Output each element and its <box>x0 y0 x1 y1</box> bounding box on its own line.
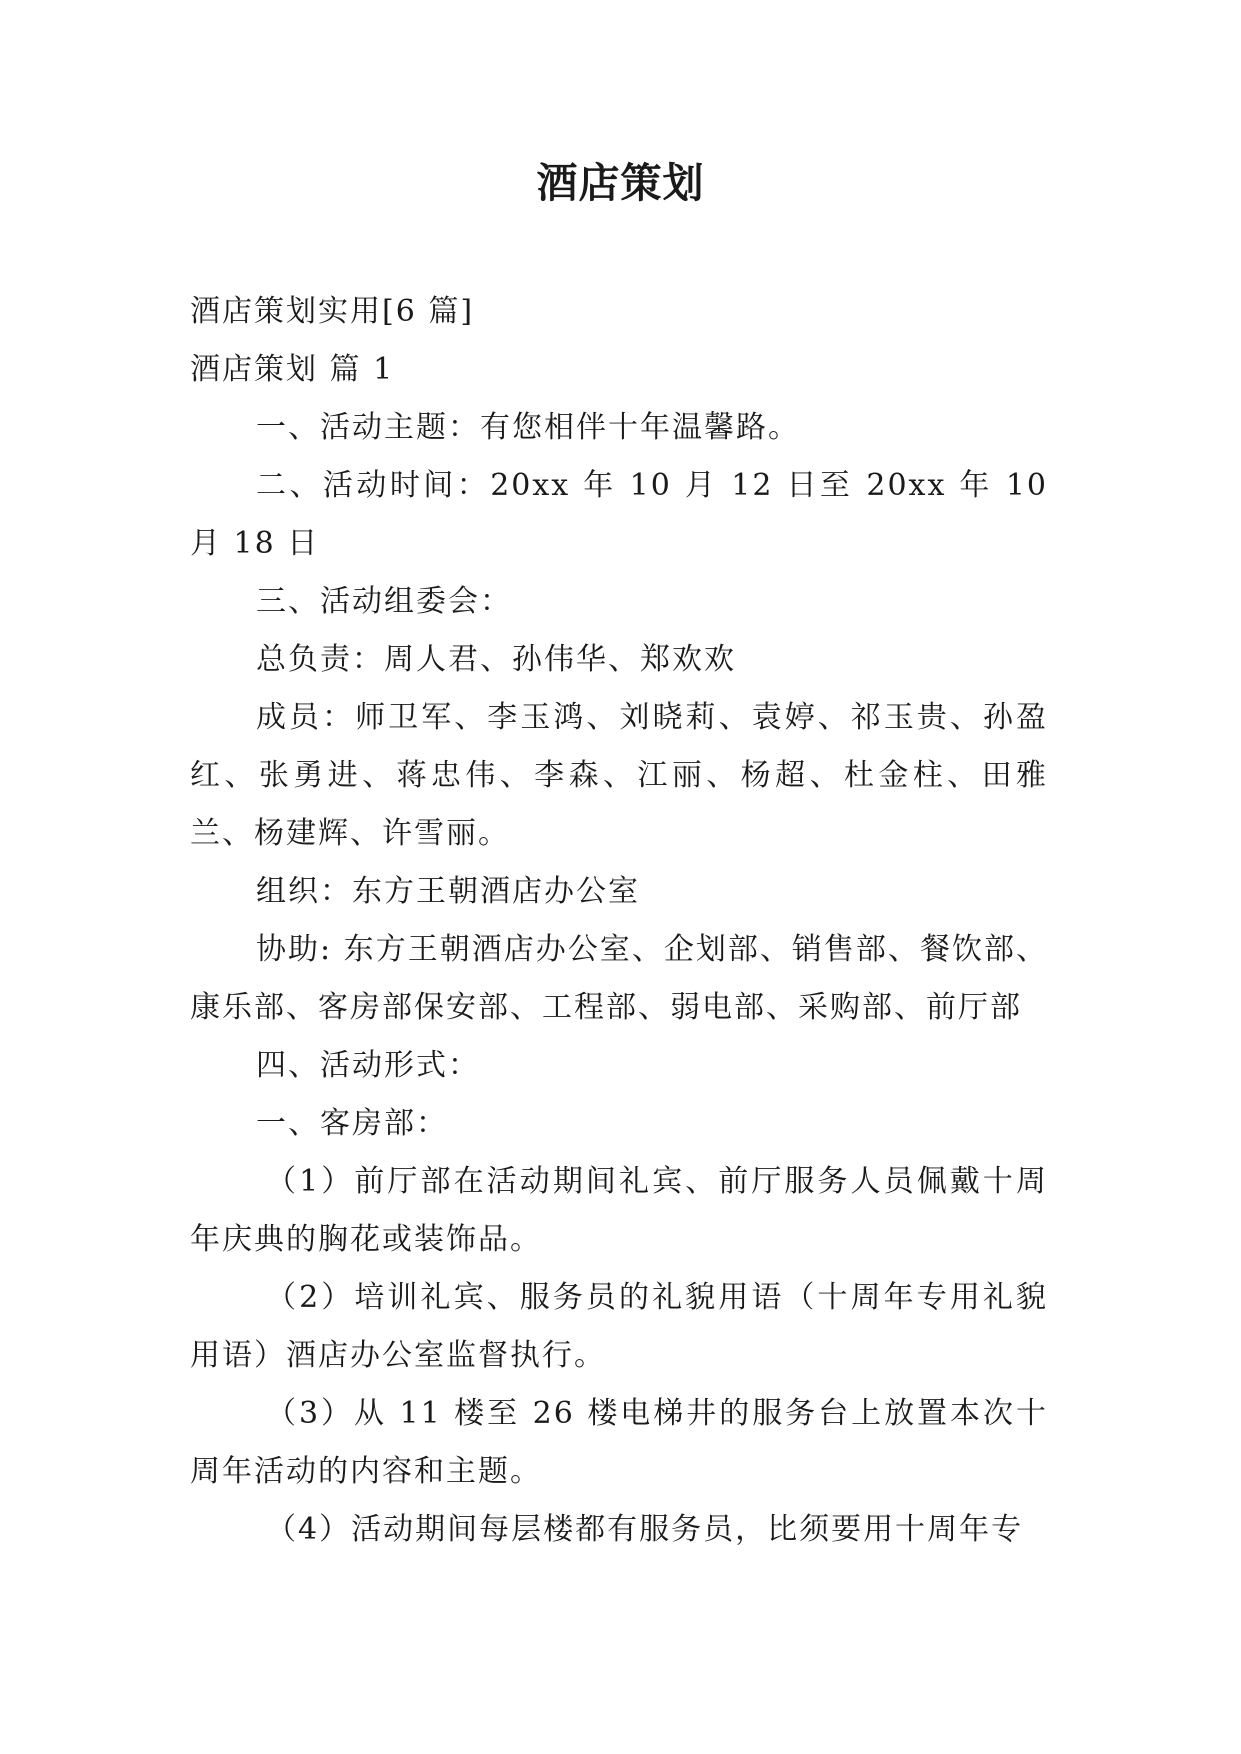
paragraph-leaders: 总负责：周人君、孙伟华、郑欢欢 <box>256 642 736 677</box>
list-item-3: （3）从 11 楼至 26 楼电梯井的服务台上放置本次十周年活动的内容和主题。 <box>190 1396 1048 1489</box>
paragraph-theme: 一、活动主题：有您相伴十年温馨路。 <box>256 410 800 445</box>
list-item-2: （2）培训礼宾、服务员的礼貌用语（十周年专用礼貌用语）酒店办公室监督执行。 <box>190 1280 1048 1373</box>
document-title: 酒店策划 <box>536 159 705 207</box>
document-subtitle: 酒店策划实用[6 篇] <box>190 294 475 329</box>
list-item-4: （4）活动期间每层楼都有服务员，比须要用十周年专 <box>266 1512 1024 1547</box>
section-heading: 酒店策划 篇 1 <box>190 352 395 387</box>
paragraph-format: 四、活动形式： <box>256 1048 480 1083</box>
paragraph-rooms: 一、客房部： <box>256 1106 448 1141</box>
paragraph-assist: 协助: 东方王朝酒店办公室、企划部、销售部、餐饮部、康乐部、客房部保安部、工程部、弱电部、采购部、前厅部 <box>190 932 1048 1025</box>
paragraph-committee: 三、活动组委会： <box>256 584 512 619</box>
document-body <box>190 283 1048 1559</box>
list-item-1: （1）前厅部在活动期间礼宾、前厅服务人员佩戴十周年庆典的胸花或装饰品。 <box>190 1164 1048 1257</box>
paragraph-organizer: 组织：东方王朝酒店办公室 <box>256 874 640 909</box>
paragraph-members: 成员：师卫军、李玉鸿、刘晓莉、袁婷、祁玉贵、孙盈红、张勇进、蒋忠伟、李森、江丽、杨超、杜金柱、田雅兰、杨建辉、许雪丽。 <box>190 700 1048 851</box>
paragraph-time: 二、活动时间：20xx 年 10 月 12 日至 20xx 年 10 月 18 日 <box>190 468 1048 561</box>
